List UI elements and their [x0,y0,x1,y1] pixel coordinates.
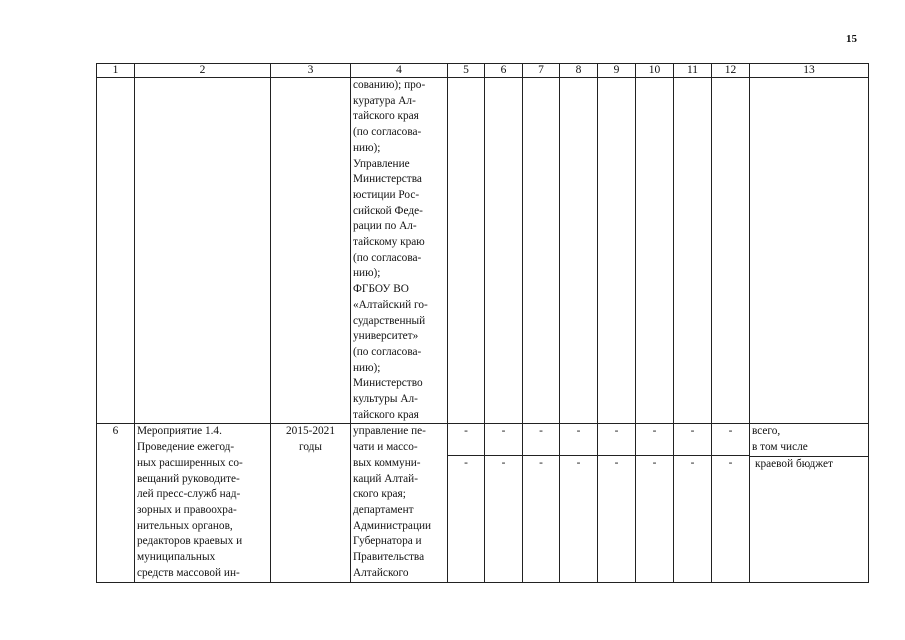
empty-cell [448,78,485,424]
empty-cell [97,78,135,424]
empty-cell [271,78,351,424]
column-header: 1 [97,64,135,78]
empty-cell [135,78,271,424]
column-header: 12 [712,64,750,78]
total-value: - [539,425,543,438]
column-header: 13 [750,64,869,78]
empty-cell [636,78,674,424]
column-header: 8 [560,64,598,78]
total-value: - [652,425,657,438]
continuation-row [97,78,869,424]
column-header: 2 [135,64,271,78]
column-header: 11 [674,64,712,78]
executors-cell: управление пе- чати и массо- вых коммуни- каций Алтай- ского края; департамент Администрации Губернатора и Правительства Алтайского [351,424,448,582]
column-header: 10 [636,64,674,78]
value-cell-col12 [712,424,750,582]
value-cell-col5 [448,424,485,582]
empty-cell [750,78,869,424]
empty-cell [560,78,598,424]
regional-value: - [674,455,711,472]
value-cell-col9 [598,424,636,582]
executors-cell: сованию); про- куратура Ал- тайского края (по согласова- нию); Управление Министерства юстиции Рос- сийской Феде- рации по Ал- тайскому краю (по согласова- нию); ФГБОУ ВО «Алтайский го- сударственный университет» (по согласова- нию); Министерство культуры Ал- тайского края [351,78,448,424]
funding-source-cell [750,424,869,582]
column-header: 6 [485,64,523,78]
regional-value: - [485,455,522,472]
regional-value: - [560,455,597,472]
empty-cell [523,78,560,424]
value-cell-col6 [485,424,523,582]
total-value: - [728,425,733,438]
column-header: 3 [271,64,351,78]
total-value: - [690,425,695,438]
total-value: - [501,425,506,438]
value-cell-col7 [523,424,560,582]
row-number: 6 [97,424,135,582]
value-cell-col10 [636,424,674,582]
column-header: 5 [448,64,485,78]
column-header: 9 [598,64,636,78]
value-cell-col11 [674,424,712,582]
regional-value: - [636,455,673,472]
column-header: 7 [523,64,560,78]
regional-value: - [523,455,559,472]
regional-value: - [712,455,749,472]
regional-value: - [598,455,635,472]
period-cell: 2015-2021 годы [271,424,351,582]
total-value: - [576,425,581,438]
value-cell-col8 [560,424,598,582]
regional-budget-label: краевой бюджет [750,456,868,473]
activity-name: Мероприятие 1.4. Проведение ежегод- ных расширенных со- вещаний руководите- лей пресс-служб над- зорных и правоохра- нительных органов, редакторов краевых и муниципальных средств массовой ин- [135,424,271,582]
empty-cell [712,78,750,424]
empty-cell [674,78,712,424]
total-value: - [614,425,619,438]
program-table [96,63,869,583]
empty-cell [598,78,636,424]
column-header: 4 [351,64,448,78]
regional-value: - [448,455,484,472]
empty-cell [485,78,523,424]
total-label: всего, в том числе [752,425,808,454]
page-number: 15 [846,33,857,45]
column-number-row [97,64,869,78]
total-value: - [464,425,468,438]
table-row-6 [97,424,869,582]
